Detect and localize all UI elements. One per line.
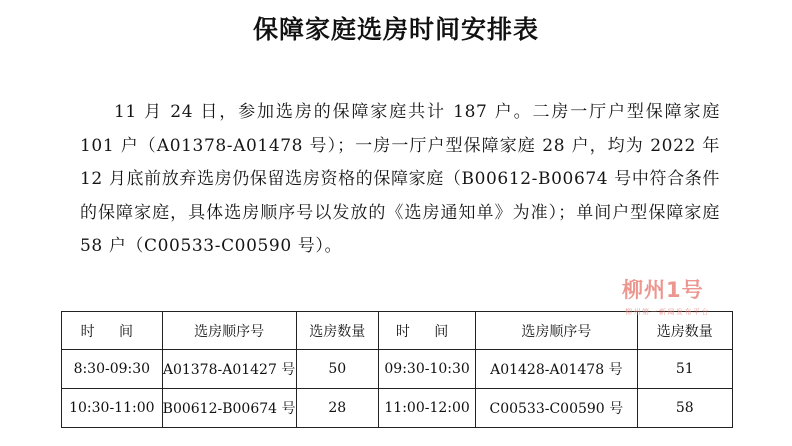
cell-count: 58 [637,389,732,428]
cell-count: 50 [296,350,379,389]
cell-sequence: C00533-C00590 号 [476,389,637,428]
header-time: 时 间 [62,312,163,350]
schedule-table [61,311,733,428]
header-sequence: 选房顺序号 [162,312,296,350]
table-row [62,389,733,428]
cell-sequence: B00612-B00674 号 [162,389,296,428]
document-paragraph: 11 月 24 日，参加选房的保障家庭共计 187 户。二房一厅户型保障家庭 101 户（A01378-A01478 号）；一房一厅户型保障家庭 28 户，均为 2022 年 12 月底前放弃选房仍保留选房资格的保障家庭（B00612-B00674 号中符合条件的保障家庭，具体选房顺序号以发放的《选房通知单》为准）；单间户型保障家庭 58 户（C00533-C00590 号）。 [80,102,720,256]
cell-time: 8:30-09:30 [62,350,163,389]
cell-time: 09:30-10:30 [379,350,476,389]
cell-count: 51 [637,350,732,389]
cell-time: 10:30-11:00 [62,389,163,428]
cell-sequence: A01428-A01478 号 [476,350,637,389]
cell-count: 28 [296,389,379,428]
header-time: 时 间 [379,312,476,350]
header-count: 选房数量 [637,312,732,350]
table-row [62,350,733,389]
watermark-logo: 柳州1号 [622,278,704,302]
watermark-tagline: 柳州第一新闻发布平台 [625,308,710,316]
cell-time: 11:00-12:00 [379,389,476,428]
brand-watermark [622,274,738,318]
header-count: 选房数量 [296,312,379,350]
document-title: 保障家庭选房时间安排表 [252,15,539,44]
header-sequence: 选房顺序号 [476,312,637,350]
cell-sequence: A01378-A01427 号 [162,350,296,389]
